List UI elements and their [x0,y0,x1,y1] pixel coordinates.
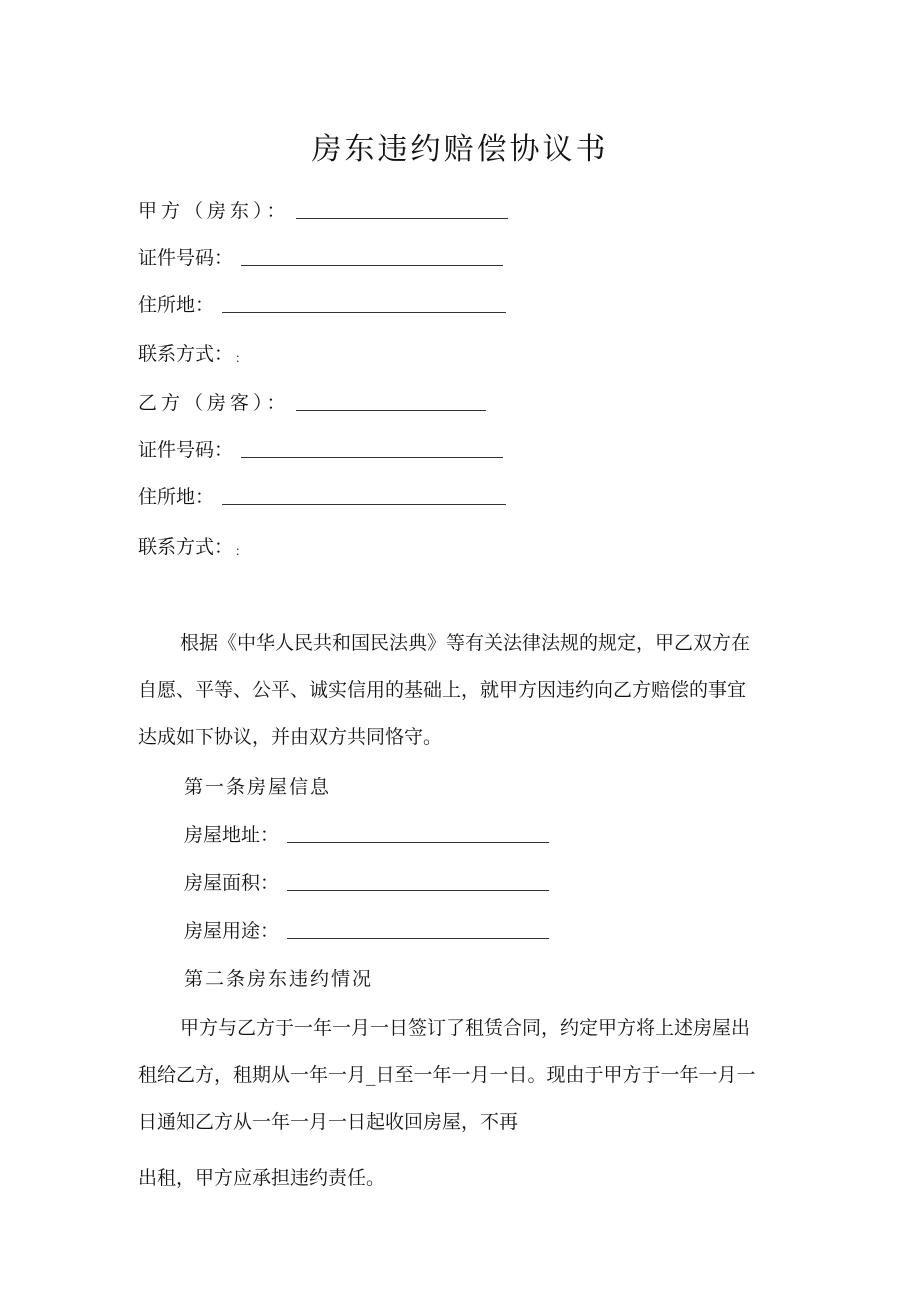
party-a-contact-row [138,339,247,369]
house-address-label: 房屋地址： [184,824,280,846]
party-b-contact-label: 联系方式： [138,536,234,558]
party-a-name-label: 甲方（房东）： [138,200,290,222]
house-address-blank [287,820,549,843]
article-2-line: 租给乙方，租期从一年一月_日至一年一月一日。现由于甲方于一年一月一 [138,1064,756,1086]
party-a-name-blank [296,196,508,219]
article-2-line: 日通知乙方从一年一月一日起收回房屋，不再 [138,1111,519,1133]
article-1-heading: 第一条房屋信息 [184,776,332,798]
party-a-id-row [138,243,503,273]
party-a-address-row [138,290,506,320]
preamble-paragraph [138,620,788,761]
party-a-name-row [138,196,508,226]
article-2-line: 出租，甲方应承担违约责任。 [138,1167,386,1189]
house-area-blank [287,868,549,891]
house-usage-row [184,916,549,946]
article-2-line: 甲方与乙方于一年一月一日签订了租赁合同，约定甲方将上述房屋出 [180,1017,751,1039]
party-b-address-blank [222,482,506,505]
house-usage-blank [287,916,549,939]
party-a-address-blank [222,290,506,313]
party-b-id-row [138,435,503,465]
party-a-address-label: 住所地： [138,294,215,316]
house-address-row [184,820,549,850]
party-b-name-row [138,388,486,418]
house-area-row [184,868,549,898]
party-b-id-blank [241,435,503,458]
party-b-contact-row [138,532,247,562]
party-a-contact-mark: ： [235,351,248,365]
party-a-id-label: 证件号码： [138,247,234,269]
party-b-name-blank [296,388,486,411]
party-b-id-label: 证件号码： [138,439,234,461]
preamble-line: 自愿、平等、公平、诚实信用的基础上，就甲方因违约向乙方赔偿的事宜 [138,679,747,701]
house-area-label: 房屋面积： [184,872,280,894]
document-title: 房东违约赔偿协议书 [311,132,609,167]
party-b-contact-mark: ： [235,544,248,558]
preamble-line: 根据《中华人民共和国民法典》等有关法律法规的规定，甲乙双方在 [180,632,751,654]
party-b-address-row [138,482,506,512]
party-a-id-blank [241,243,503,266]
party-b-address-label: 住所地： [138,486,215,508]
article-2-paragraph [138,1005,788,1202]
preamble-line: 达成如下协议，并由双方共同恪守。 [138,726,443,748]
house-usage-label: 房屋用途： [184,920,280,942]
article-2-heading: 第二条房东违约情况 [184,968,374,990]
party-a-contact-label: 联系方式： [138,343,234,365]
party-b-name-label: 乙方（房客）： [138,392,290,414]
